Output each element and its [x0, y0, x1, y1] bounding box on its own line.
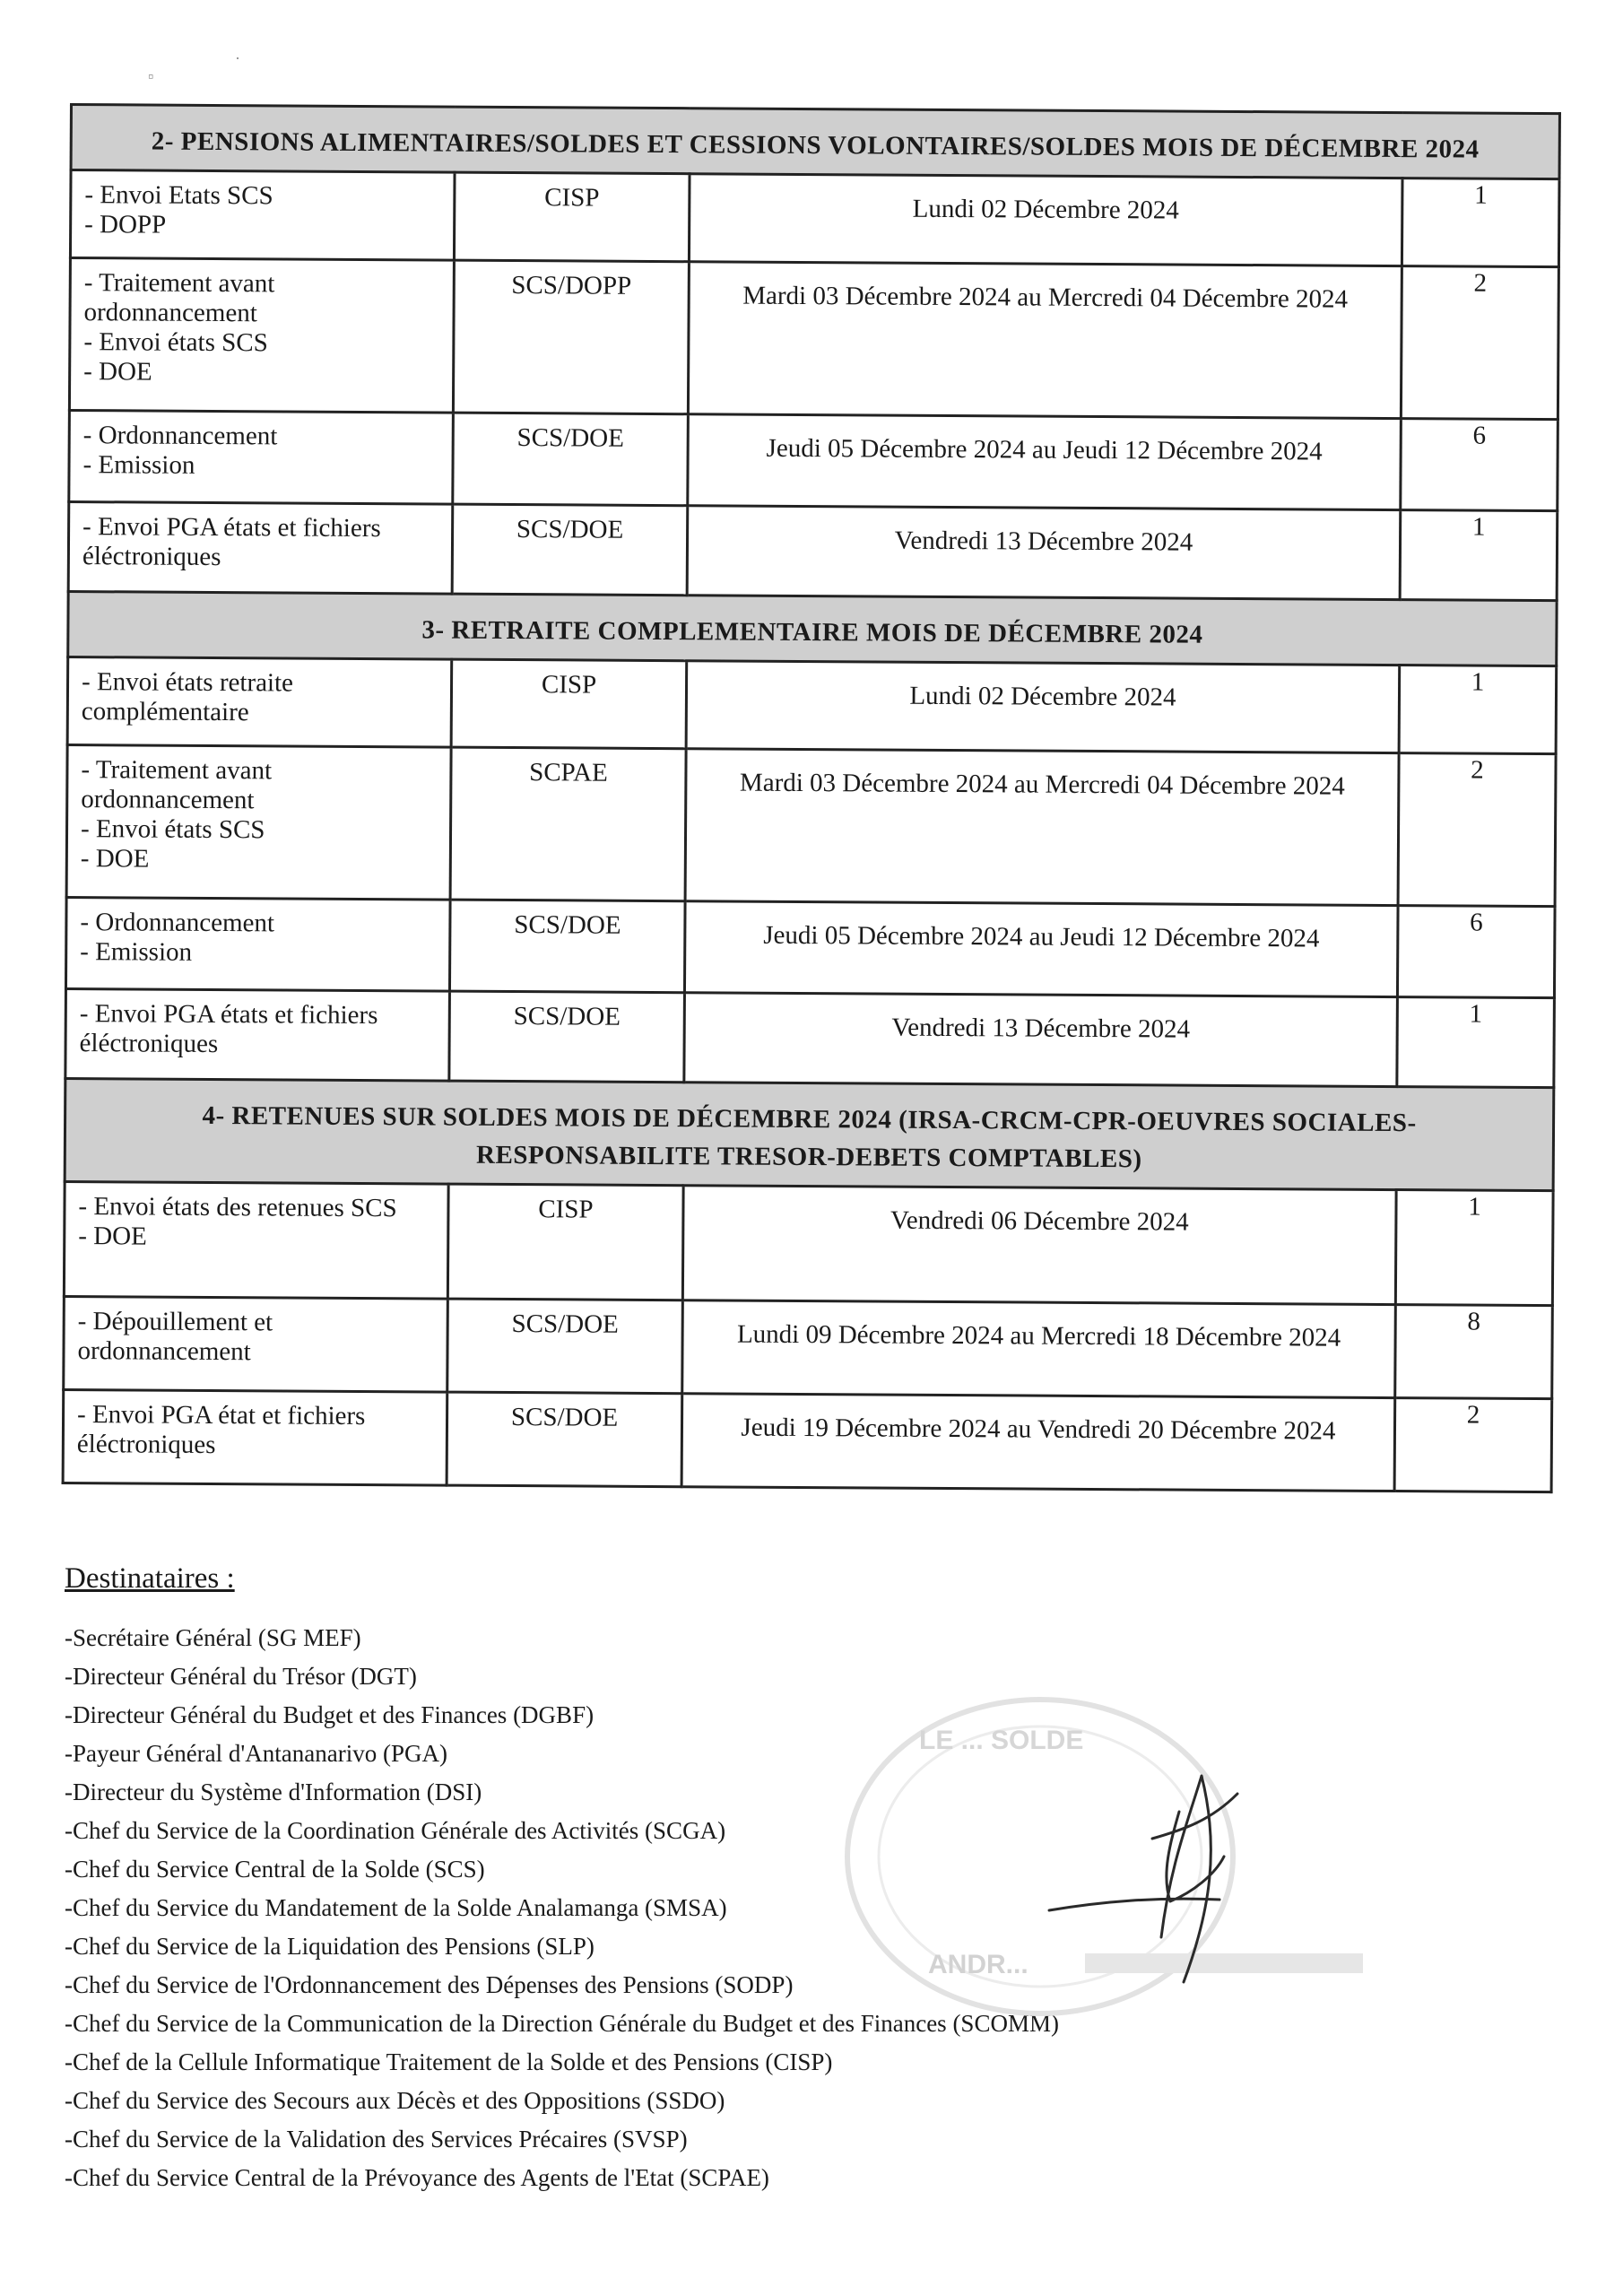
- section-header-row: [68, 591, 1557, 665]
- task-line: - Envoi états des retenues SCS: [78, 1192, 397, 1223]
- section-header-row: [71, 105, 1559, 179]
- stamp-faded-line: [1085, 1953, 1363, 1973]
- table-row: [70, 170, 1559, 267]
- scan-speck: ·: [235, 49, 240, 67]
- department-cell: CISP: [447, 1184, 683, 1300]
- task-line: - Traitement avant ordonnancement: [81, 755, 273, 815]
- recipient-item: -Chef du Service de la Liquidation des Pensions (SLP): [65, 1933, 595, 1960]
- task-line: - Ordonnancement: [82, 421, 278, 451]
- section-title: 2- PENSIONS ALIMENTAIRES/SOLDES ET CESSIONS VOLONTAIRES/SOLDES MOIS DE DÉCEMBRE 2024: [71, 105, 1559, 179]
- task-line: - DOE: [80, 844, 150, 874]
- recipient-item: -Chef de la Cellule Informatique Traitement de la Solde et des Pensions (CISP): [65, 2048, 833, 2075]
- task-cell: [63, 1389, 447, 1485]
- period-cell: Jeudi 05 Décembre 2024 au Jeudi 12 Décembre 2024: [684, 901, 1398, 997]
- task-line: - DOE: [83, 357, 152, 387]
- days-cell: 8: [1395, 1305, 1553, 1399]
- recipient-item: -Directeur du Système d'Information (DSI): [65, 1779, 482, 1805]
- recipient-item: -Secrétaire Général (SG MEF): [65, 1624, 361, 1651]
- period-cell: Lundi 02 Décembre 2024: [689, 174, 1402, 266]
- department-cell: CISP: [451, 659, 687, 749]
- recipient-item: -Chef du Service Central de la Solde (SCS): [65, 1856, 485, 1883]
- task-cell: [65, 897, 450, 991]
- stamp-ring-inner: [879, 1726, 1202, 1987]
- days-cell: 1: [1400, 510, 1558, 601]
- period-cell: Lundi 09 Décembre 2024 au Mercredi 18 Décembre 2024: [682, 1300, 1396, 1398]
- task-line: - Dépouillement et ordonnancement: [77, 1307, 273, 1367]
- department-cell: CISP: [454, 172, 690, 262]
- task-cell: [69, 258, 454, 413]
- task-line: - Envoi PGA état et fichiers éléctroniques: [76, 1400, 366, 1460]
- task-cell: [69, 411, 454, 505]
- table-row: [63, 1389, 1552, 1492]
- section-header-row: [65, 1078, 1554, 1190]
- department-cell: SCS/DOPP: [453, 260, 689, 414]
- task-cell: [68, 502, 453, 595]
- section-title: 3- RETRAITE COMPLEMENTAIRE MOIS DE DÉCEMBRE 2024: [68, 591, 1557, 665]
- department-cell: SCS/DOE: [447, 1392, 682, 1487]
- task-line: - Envoi états SCS: [80, 814, 265, 845]
- recipient-item: -Directeur Général du Trésor (DGT): [65, 1663, 417, 1690]
- period-cell: Jeudi 05 Décembre 2024 au Jeudi 12 Décembre 2024: [688, 414, 1402, 510]
- days-cell: 1: [1399, 665, 1557, 754]
- table-row: [65, 897, 1555, 997]
- department-cell: SCPAE: [450, 747, 686, 901]
- department-cell: SCS/DOE: [447, 1299, 683, 1394]
- table-row: [68, 502, 1558, 601]
- recipient-item: -Chef du Service de la Communication de la Direction Générale du Budget et des Finances (SCOMM): [65, 2010, 1059, 2037]
- table-row: [67, 657, 1557, 753]
- department-cell: SCS/DOE: [449, 991, 685, 1083]
- period-cell: Mardi 03 Décembre 2024 au Mercredi 04 Décembre 2024: [688, 262, 1402, 419]
- recipients-title: Destinataires :: [65, 1562, 235, 1595]
- official-stamp-and-signature: [816, 1686, 1462, 2045]
- table-row: [69, 411, 1558, 511]
- task-line: - Envoi états retraite complémentaire: [81, 667, 294, 727]
- department-cell: SCS/DOE: [449, 900, 685, 993]
- schedule-table: [62, 103, 1561, 1493]
- days-cell: 1: [1395, 1190, 1553, 1306]
- task-line: - Emission: [82, 450, 195, 480]
- task-line: - Emission: [80, 937, 193, 967]
- task-cell: [70, 170, 455, 261]
- period-cell: Vendredi 13 Décembre 2024: [684, 993, 1398, 1087]
- recipient-item: -Chef du Service de la Coordination Générale des Activités (SCGA): [65, 1817, 726, 1844]
- recipient-item: -Chef du Service de la Validation des Services Précaires (SVSP): [65, 2126, 688, 2152]
- task-line: - DOPP: [84, 210, 167, 239]
- days-cell: 2: [1398, 753, 1556, 907]
- table-row: [65, 988, 1555, 1087]
- handwritten-signature: [1049, 1776, 1237, 1982]
- days-cell: 1: [1397, 997, 1555, 1088]
- stamp-text-top: LE ... SOLDE: [919, 1726, 1084, 1755]
- task-line: - Envoi états SCS: [83, 327, 268, 358]
- task-cell: [66, 744, 451, 900]
- section-title: 4- RETENUES SUR SOLDES MOIS DE DÉCEMBRE 2024 (IRSA-CRCM-CPR-OEUVRES SOCIALES-RESPONSABILITE TRESOR-DEBETS COMPTABLES): [65, 1078, 1554, 1190]
- task-line: - Traitement avant ordonnancement: [83, 268, 275, 328]
- table-row: [69, 258, 1558, 420]
- department-cell: SCS/DOE: [453, 413, 689, 506]
- period-cell: Vendredi 06 Décembre 2024: [682, 1186, 1396, 1305]
- period-cell: Lundi 02 Décembre 2024: [686, 661, 1400, 753]
- days-cell: 6: [1397, 906, 1555, 998]
- recipient-item: -Chef du Service du Mandatement de la Solde Analamanga (SMSA): [65, 1894, 727, 1921]
- scan-speck: ▫: [148, 67, 154, 85]
- recipient-item: -Chef du Service Central de la Prévoyance des Agents de l'Etat (SCPAE): [65, 2164, 769, 2191]
- period-cell: Jeudi 19 Décembre 2024 au Vendredi 20 Décembre 2024: [681, 1394, 1395, 1492]
- task-cell: [64, 1181, 448, 1299]
- task-cell: [67, 657, 452, 747]
- period-cell: Mardi 03 Décembre 2024 au Mercredi 04 Décembre 2024: [685, 749, 1399, 906]
- table-row: [64, 1181, 1553, 1305]
- period-cell: Vendredi 13 Décembre 2024: [687, 506, 1401, 600]
- task-cell: [64, 1296, 448, 1392]
- recipient-item: -Payeur Général d'Antananarivo (PGA): [65, 1740, 447, 1767]
- stamp-text-bottom: ANDR...: [928, 1950, 1028, 1979]
- task-line: - Envoi Etats SCS: [84, 180, 273, 211]
- days-cell: 2: [1401, 266, 1558, 420]
- days-cell: 2: [1394, 1398, 1552, 1492]
- recipient-item: -Chef du Service de l'Ordonnancement des Dépenses des Pensions (SODP): [65, 1971, 794, 1998]
- task-line: - Envoi PGA états et fichiers éléctroniques: [82, 512, 381, 572]
- days-cell: 6: [1401, 419, 1558, 511]
- table-row: [64, 1296, 1553, 1398]
- table-row: [66, 744, 1556, 906]
- department-cell: SCS/DOE: [452, 504, 688, 596]
- days-cell: 1: [1402, 178, 1559, 267]
- task-cell: [65, 988, 450, 1081]
- task-line: - Envoi PGA états et fichiers éléctroniques: [79, 999, 378, 1059]
- task-line: - DOE: [78, 1222, 147, 1251]
- task-line: - Ordonnancement: [80, 908, 275, 938]
- recipient-item: -Directeur Général du Budget et des Finances (DGBF): [65, 1701, 595, 1728]
- recipient-item: -Chef du Service des Secours aux Décès et des Oppositions (SSDO): [65, 2087, 725, 2114]
